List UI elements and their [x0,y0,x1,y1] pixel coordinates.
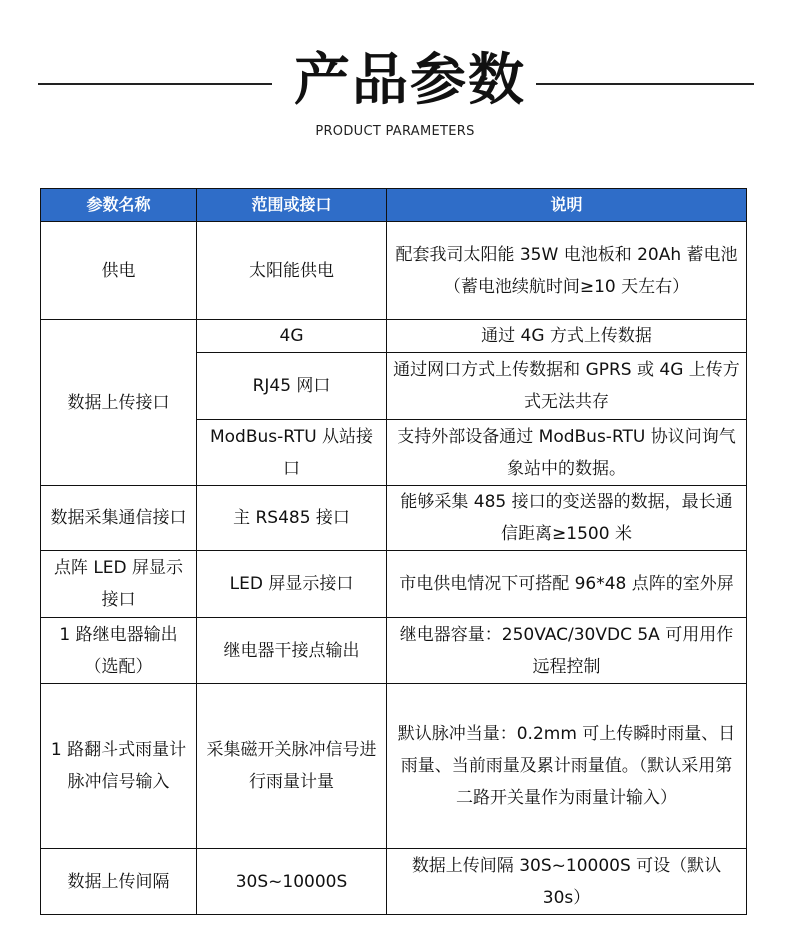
table-row [41,551,747,618]
param-name-cell: 供电 [41,222,197,320]
param-name-cell: 数据采集通信接口 [41,486,197,551]
param-desc-cell: 继电器容量：250VAC/30VDC 5A 可用用作远程控制 [387,618,747,684]
page-header [0,0,790,160]
title-divider-right [536,83,754,85]
table-row [41,320,747,353]
param-name-cell: 数据上传接口 [41,320,197,486]
param-range-cell: 继电器干接点输出 [197,618,387,684]
table-row [41,849,747,915]
param-name-cell: 1 路继电器输出（选配） [41,618,197,684]
param-desc-cell: 通过 4G 方式上传数据 [387,320,747,353]
parameters-table [40,188,747,915]
table-header-row [41,189,747,222]
param-range-cell: RJ45 网口 [197,353,387,420]
column-header-range: 范围或接口 [197,189,387,222]
param-desc-cell: 能够采集 485 接口的变送器的数据，最长通信距离≥1500 米 [387,486,747,551]
column-header-name: 参数名称 [41,189,197,222]
title-divider-left [38,83,272,85]
param-desc-cell: 默认脉冲当量：0.2mm 可上传瞬时雨量、日雨量、当前雨量及累计雨量值。（默认采用第二路开关量作为雨量计输入） [387,684,747,849]
table-row [41,684,747,849]
param-desc-cell: 配套我司太阳能 35W 电池板和 20Ah 蓄电池（蓄电池续航时间≥10 天左右） [387,222,747,320]
param-range-cell: 主 RS485 接口 [197,486,387,551]
table-row [41,618,747,684]
param-desc-cell: 通过网口方式上传数据和 GPRS 或 4G 上传方式无法共存 [387,353,747,420]
param-desc-cell: 市电供电情况下可搭配 96*48 点阵的室外屏 [387,551,747,618]
param-name-cell: 点阵 LED 屏显示接口 [41,551,197,618]
param-range-cell: ModBus-RTU 从站接口 [197,420,387,486]
page-subtitle: PRODUCT PARAMETERS [315,124,475,139]
page-title: 产品参数 [294,48,526,113]
param-desc-cell: 数据上传间隔 30S~10000S 可设（默认 30s） [387,849,747,915]
param-desc-cell: 支持外部设备通过 ModBus-RTU 协议问询气象站中的数据。 [387,420,747,486]
param-range-cell: LED 屏显示接口 [197,551,387,618]
param-range-cell: 30S~10000S [197,849,387,915]
column-header-description: 说明 [387,189,747,222]
param-name-cell: 数据上传间隔 [41,849,197,915]
param-range-cell: 4G [197,320,387,353]
table-row [41,222,747,320]
param-name-cell: 1 路翻斗式雨量计脉冲信号输入 [41,684,197,849]
table-row [41,486,747,551]
param-range-cell: 太阳能供电 [197,222,387,320]
param-range-cell: 采集磁开关脉冲信号进行雨量计量 [197,684,387,849]
